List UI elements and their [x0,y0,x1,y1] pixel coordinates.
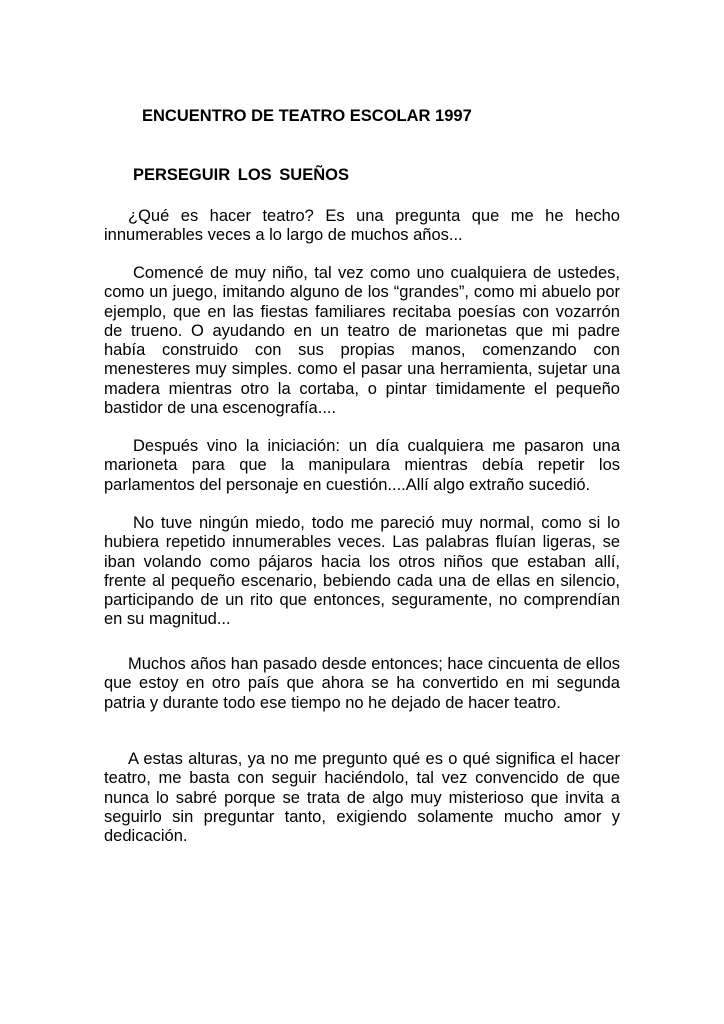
event-heading: ENCUENTRO DE TEATRO ESCOLAR 1997 [142,107,472,125]
paragraph-2: Comencé de muy niño, tal vez como uno cualquiera de ustedes, como un juego, imitando alguno de los “grandes”, como mi abuelo por ejemplo, que en las fiestas familiares recitaba poesías con vozarrón de trueno. O ayudando en un teatro de marionetas que mi padre había construido con sus propias manos, comenzando con menesteres muy simples. como el pasar una herramienta, sujetar una madera mientras otro la cortaba, o pintar timidamente el pequeño bastidor de una escenografía.... [104,264,620,418]
document-title [133,165,349,185]
paragraph-1: ¿Qué es hacer teatro? Es una pregunta que me he hecho innumerables veces a lo largo de muchos años... [104,207,620,245]
paragraph-4: No tuve ningún miedo, todo me pareció muy normal, como si lo hubiera repetido innumerables veces. Las palabras fluían ligeras, se iban volando como pájaros hacia los otros niños que estaban allí, frente al pequeño escenario, bebiendo cada una de ellas en silencio, participando de un rito que entonces, seguramente, no comprendían en su magnitud... [104,514,620,629]
paragraph-5: Muchos años han pasado desde entonces; hace cincuenta de ellos que estoy en otro país que ahora se ha convertido en mi segunda patria y durante todo ese tiempo no he dejado de hacer teatro. [104,655,620,712]
paragraph-6: A estas alturas, ya no me pregunto qué es o qué significa el hacer teatro, me basta con seguir haciéndolo, tal vez convencido de que nunca lo sabré porque se trata de algo muy misterioso que invita a seguirlo sin preguntar tanto, exigiendo solamente mucho amor y dedicación. [104,750,620,846]
document-title-text: PERSEGUIR LOS SUEÑOS [133,166,349,184]
paragraph-3: Después vino la iniciación: un día cualquiera me pasaron una marioneta para que la manipulara mientras debía repetir los parlamentos del personaje en cuestión....Allí algo extraño sucedió. [104,437,620,494]
